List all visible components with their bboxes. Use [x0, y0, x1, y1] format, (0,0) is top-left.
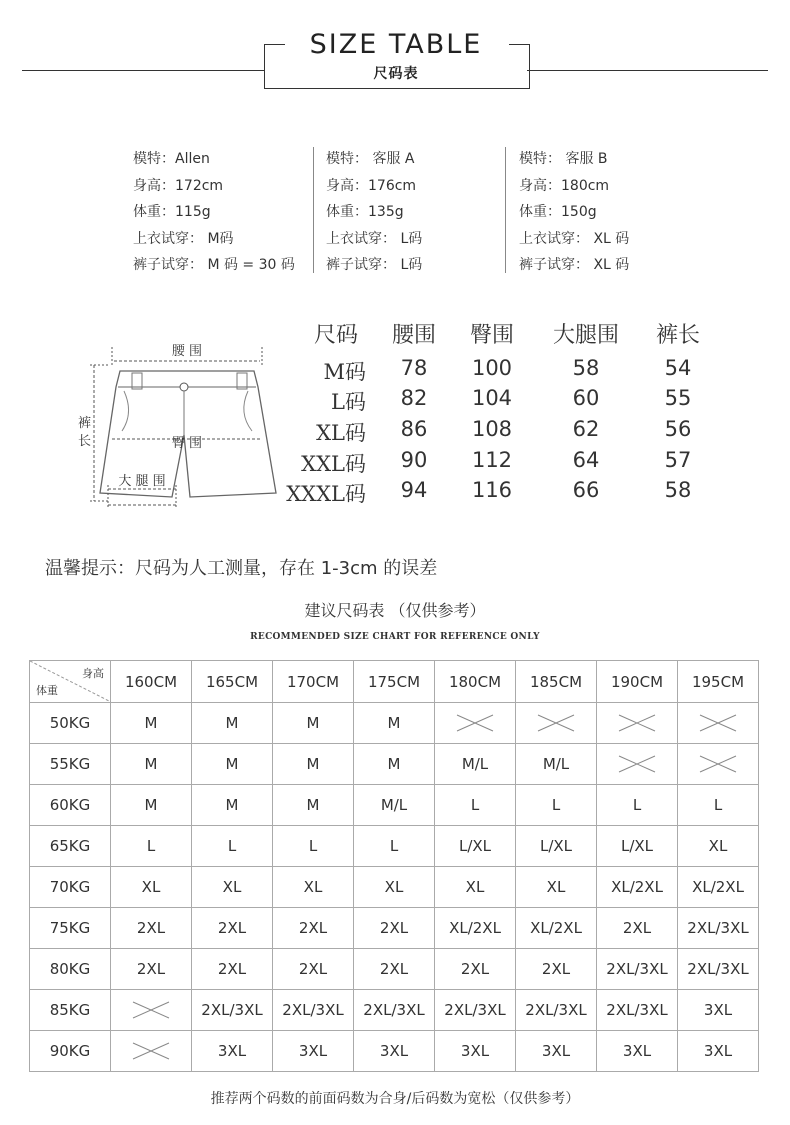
grid-cell-size: 3XL: [273, 1031, 354, 1072]
grid-corner-cell: [30, 661, 111, 703]
grid-cell-size: 3XL: [435, 1031, 516, 1072]
grid-cell-size: 2XL: [354, 949, 435, 990]
grid-cell-unavailable: [516, 703, 597, 744]
grid-row: [30, 744, 759, 785]
grid-cell-size: XL: [678, 826, 759, 867]
grid-cell-size: 2XL/3XL: [678, 949, 759, 990]
grid-cell-size: 2XL/3XL: [678, 908, 759, 949]
grid-cell-size: 2XL: [273, 949, 354, 990]
corner-height-label: 身高: [82, 667, 104, 680]
grid-cell-unavailable: [597, 703, 678, 744]
height-header-cell: 165CM: [192, 661, 273, 703]
model-line: 模特：Allen: [133, 151, 210, 167]
waist-value: 86: [400, 417, 428, 441]
grid-cell-unavailable: [111, 990, 192, 1031]
grid-cell-size: 3XL: [192, 1031, 273, 1072]
recommend-subtitle: RECOMMENDED SIZE CHART FOR REFERENCE ONLY: [250, 632, 540, 642]
grid-cell-size: L: [597, 785, 678, 826]
model-line: 裤子试穿： L码: [326, 257, 423, 273]
header-size: 尺码: [313, 323, 358, 348]
grid-cell-size: 3XL: [354, 1031, 435, 1072]
length-value: 56: [664, 417, 692, 441]
grid-cell-size: 2XL: [597, 908, 678, 949]
height-header-cell: 175CM: [354, 661, 435, 703]
hip-value: 108: [471, 417, 513, 441]
model-line: 身高：172cm: [133, 177, 224, 194]
grid-cell-size: L: [111, 826, 192, 867]
model-divider: [313, 147, 314, 273]
weight-header-cell: 65KG: [30, 826, 111, 867]
grid-cell-size: M/L: [354, 785, 435, 826]
button: [180, 383, 188, 391]
grid-cell-size: XL: [273, 867, 354, 908]
grid-cell-unavailable: [678, 703, 759, 744]
grid-row: [30, 826, 759, 867]
thigh-value: 62: [572, 417, 600, 441]
header-thigh: 大腿围: [552, 323, 619, 348]
grid-cell-size: M/L: [516, 744, 597, 785]
waist-value: 82: [400, 386, 428, 410]
grid-cell-size: L: [273, 826, 354, 867]
grid-cell-size: XL: [354, 867, 435, 908]
grid-row: [30, 908, 759, 949]
grid-row: [30, 703, 759, 744]
grid-cell-size: 3XL: [516, 1031, 597, 1072]
grid-header-row: [30, 661, 759, 703]
recommended-size-grid: [29, 660, 759, 1072]
size-label: M码: [323, 360, 366, 384]
weight-header-cell: 50KG: [30, 703, 111, 744]
grid-cell-size: 2XL: [111, 949, 192, 990]
recommend-title: 建议尺码表 （仅供参考）: [304, 601, 486, 620]
grid-cell-size: L/XL: [516, 826, 597, 867]
grid-cell-size: 2XL: [435, 949, 516, 990]
model-line: 上衣试穿： M码: [133, 230, 234, 247]
not-available-icon: [698, 754, 738, 774]
waist-value: 78: [400, 356, 428, 380]
grid-cell-unavailable: [435, 703, 516, 744]
not-available-icon: [455, 713, 495, 733]
grid-cell-size: 2XL/3XL: [192, 990, 273, 1031]
header-waist: 腰围: [391, 323, 436, 348]
not-available-icon: [536, 713, 576, 733]
label-length-2: 长: [78, 434, 92, 449]
model-line: 身高：176cm: [326, 177, 417, 194]
grid-cell-size: M/L: [435, 744, 516, 785]
grid-cell-size: 2XL: [354, 908, 435, 949]
model-line: 裤子试穿： M 码 = 30 码: [133, 257, 295, 273]
grid-cell-size: L: [435, 785, 516, 826]
grid-cell-size: 2XL: [192, 949, 273, 990]
grid-cell-size: L/XL: [597, 826, 678, 867]
height-header-cell: 185CM: [516, 661, 597, 703]
shorts-measurement-diagram: [72, 335, 282, 515]
grid-cell-unavailable: [597, 744, 678, 785]
thigh-value: 64: [572, 448, 600, 472]
model-line: 体重：135g: [326, 204, 404, 220]
weight-header-cell: 70KG: [30, 867, 111, 908]
grid-cell-size: L: [192, 826, 273, 867]
weight-header-cell: 80KG: [30, 949, 111, 990]
grid-row: [30, 785, 759, 826]
grid-cell-size: 2XL/3XL: [516, 990, 597, 1031]
grid-cell-size: M: [273, 703, 354, 744]
grid-cell-unavailable: [111, 1031, 192, 1072]
hip-value: 100: [471, 356, 513, 380]
grid-cell-size: L: [354, 826, 435, 867]
grid-cell-size: M: [192, 744, 273, 785]
length-value: 54: [664, 356, 692, 380]
header-rule-left: [22, 70, 265, 71]
model-line: 模特： 客服 A: [326, 151, 415, 167]
grid-cell-size: XL: [435, 867, 516, 908]
weight-header-cell: 90KG: [30, 1031, 111, 1072]
grid-cell-size: XL/2XL: [435, 908, 516, 949]
height-header-cell: 190CM: [597, 661, 678, 703]
label-thigh: 大 腿 围: [118, 474, 166, 489]
grid-cell-size: L: [516, 785, 597, 826]
grid-cell-size: M: [111, 785, 192, 826]
label-length-1: 裤: [78, 416, 92, 431]
grid-cell-size: XL/2XL: [678, 867, 759, 908]
model-line: 上衣试穿： XL 码: [519, 230, 630, 247]
measurement-tip: 温馨提示：尺码为人工测量，存在 1-3cm 的误差: [45, 558, 438, 579]
grid-cell-size: 3XL: [597, 1031, 678, 1072]
grid-cell-size: M: [111, 703, 192, 744]
recommend-footnote: 推荐两个码数的前面码数为合身/后码数为宽松（仅供参考）: [210, 1091, 580, 1107]
page-subtitle: 尺码表: [373, 66, 419, 82]
height-header-cell: 195CM: [678, 661, 759, 703]
waist-value: 90: [400, 448, 428, 472]
grid-cell-size: 2XL: [192, 908, 273, 949]
model-line: 模特： 客服 B: [519, 151, 608, 167]
length-value: 55: [664, 386, 692, 410]
size-label: XXL码: [301, 452, 366, 476]
grid-cell-size: 2XL/3XL: [597, 949, 678, 990]
grid-cell-unavailable: [678, 744, 759, 785]
height-header-cell: 160CM: [111, 661, 192, 703]
thigh-value: 66: [572, 478, 600, 502]
grid-cell-size: XL: [111, 867, 192, 908]
grid-cell-size: M: [273, 785, 354, 826]
height-header-cell: 170CM: [273, 661, 354, 703]
grid-cell-size: XL/2XL: [597, 867, 678, 908]
waist-value: 94: [400, 478, 428, 502]
length-value: 58: [664, 478, 692, 502]
grid-cell-size: M: [192, 785, 273, 826]
thigh-value: 60: [572, 386, 600, 410]
grid-cell-size: 2XL/3XL: [435, 990, 516, 1031]
header-hip: 臀围: [469, 323, 514, 348]
model-info-b: [519, 146, 629, 279]
hip-value: 116: [471, 478, 513, 502]
grid-cell-size: 2XL/3XL: [597, 990, 678, 1031]
not-available-icon: [617, 713, 657, 733]
model-divider: [505, 147, 506, 273]
grid-row: [30, 990, 759, 1031]
grid-cell-size: M: [192, 703, 273, 744]
model-line: 上衣试穿： L码: [326, 230, 423, 247]
grid-cell-size: 2XL: [273, 908, 354, 949]
grid-cell-size: M: [273, 744, 354, 785]
grid-cell-size: 2XL/3XL: [354, 990, 435, 1031]
model-line: 体重：115g: [133, 204, 211, 220]
grid-cell-size: XL: [192, 867, 273, 908]
length-value: 57: [664, 448, 692, 472]
weight-header-cell: 55KG: [30, 744, 111, 785]
header-length: 裤长: [655, 323, 700, 348]
size-label: L码: [331, 390, 366, 414]
weight-header-cell: 85KG: [30, 990, 111, 1031]
grid-cell-size: M: [111, 744, 192, 785]
page-title: SIZE TABLE: [309, 29, 483, 60]
grid-cell-size: M: [354, 703, 435, 744]
model-line: 裤子试穿： XL 码: [519, 257, 630, 273]
label-hip: 臀 围: [171, 436, 203, 451]
header-rule-right: [527, 70, 768, 71]
grid-row: [30, 949, 759, 990]
weight-header-cell: 75KG: [30, 908, 111, 949]
model-line: 身高：180cm: [519, 177, 610, 194]
hip-value: 104: [471, 386, 513, 410]
not-available-icon: [617, 754, 657, 774]
grid-cell-size: XL: [516, 867, 597, 908]
hip-value: 112: [471, 448, 513, 472]
grid-cell-size: 3XL: [678, 1031, 759, 1072]
grid-row: [30, 867, 759, 908]
not-available-icon: [698, 713, 738, 733]
not-available-icon: [131, 1041, 171, 1061]
height-header-cell: 180CM: [435, 661, 516, 703]
grid-cell-size: 3XL: [678, 990, 759, 1031]
size-label: XL码: [316, 421, 366, 445]
label-waist: 腰 围: [171, 344, 203, 359]
grid-cell-size: 2XL: [516, 949, 597, 990]
weight-header-cell: 60KG: [30, 785, 111, 826]
model-line: 体重：150g: [519, 204, 597, 220]
grid-cell-size: XL/2XL: [516, 908, 597, 949]
grid-cell-size: M: [354, 744, 435, 785]
corner-weight-label: 体重: [36, 684, 58, 697]
grid-row: [30, 1031, 759, 1072]
thigh-value: 58: [572, 356, 600, 380]
grid-cell-size: L/XL: [435, 826, 516, 867]
size-label: XXXL码: [286, 482, 366, 506]
grid-cell-size: L: [678, 785, 759, 826]
not-available-icon: [131, 1000, 171, 1020]
grid-cell-size: 2XL: [111, 908, 192, 949]
model-info-a: [326, 146, 422, 279]
model-info-allen: [133, 146, 295, 279]
grid-cell-size: 2XL/3XL: [273, 990, 354, 1031]
